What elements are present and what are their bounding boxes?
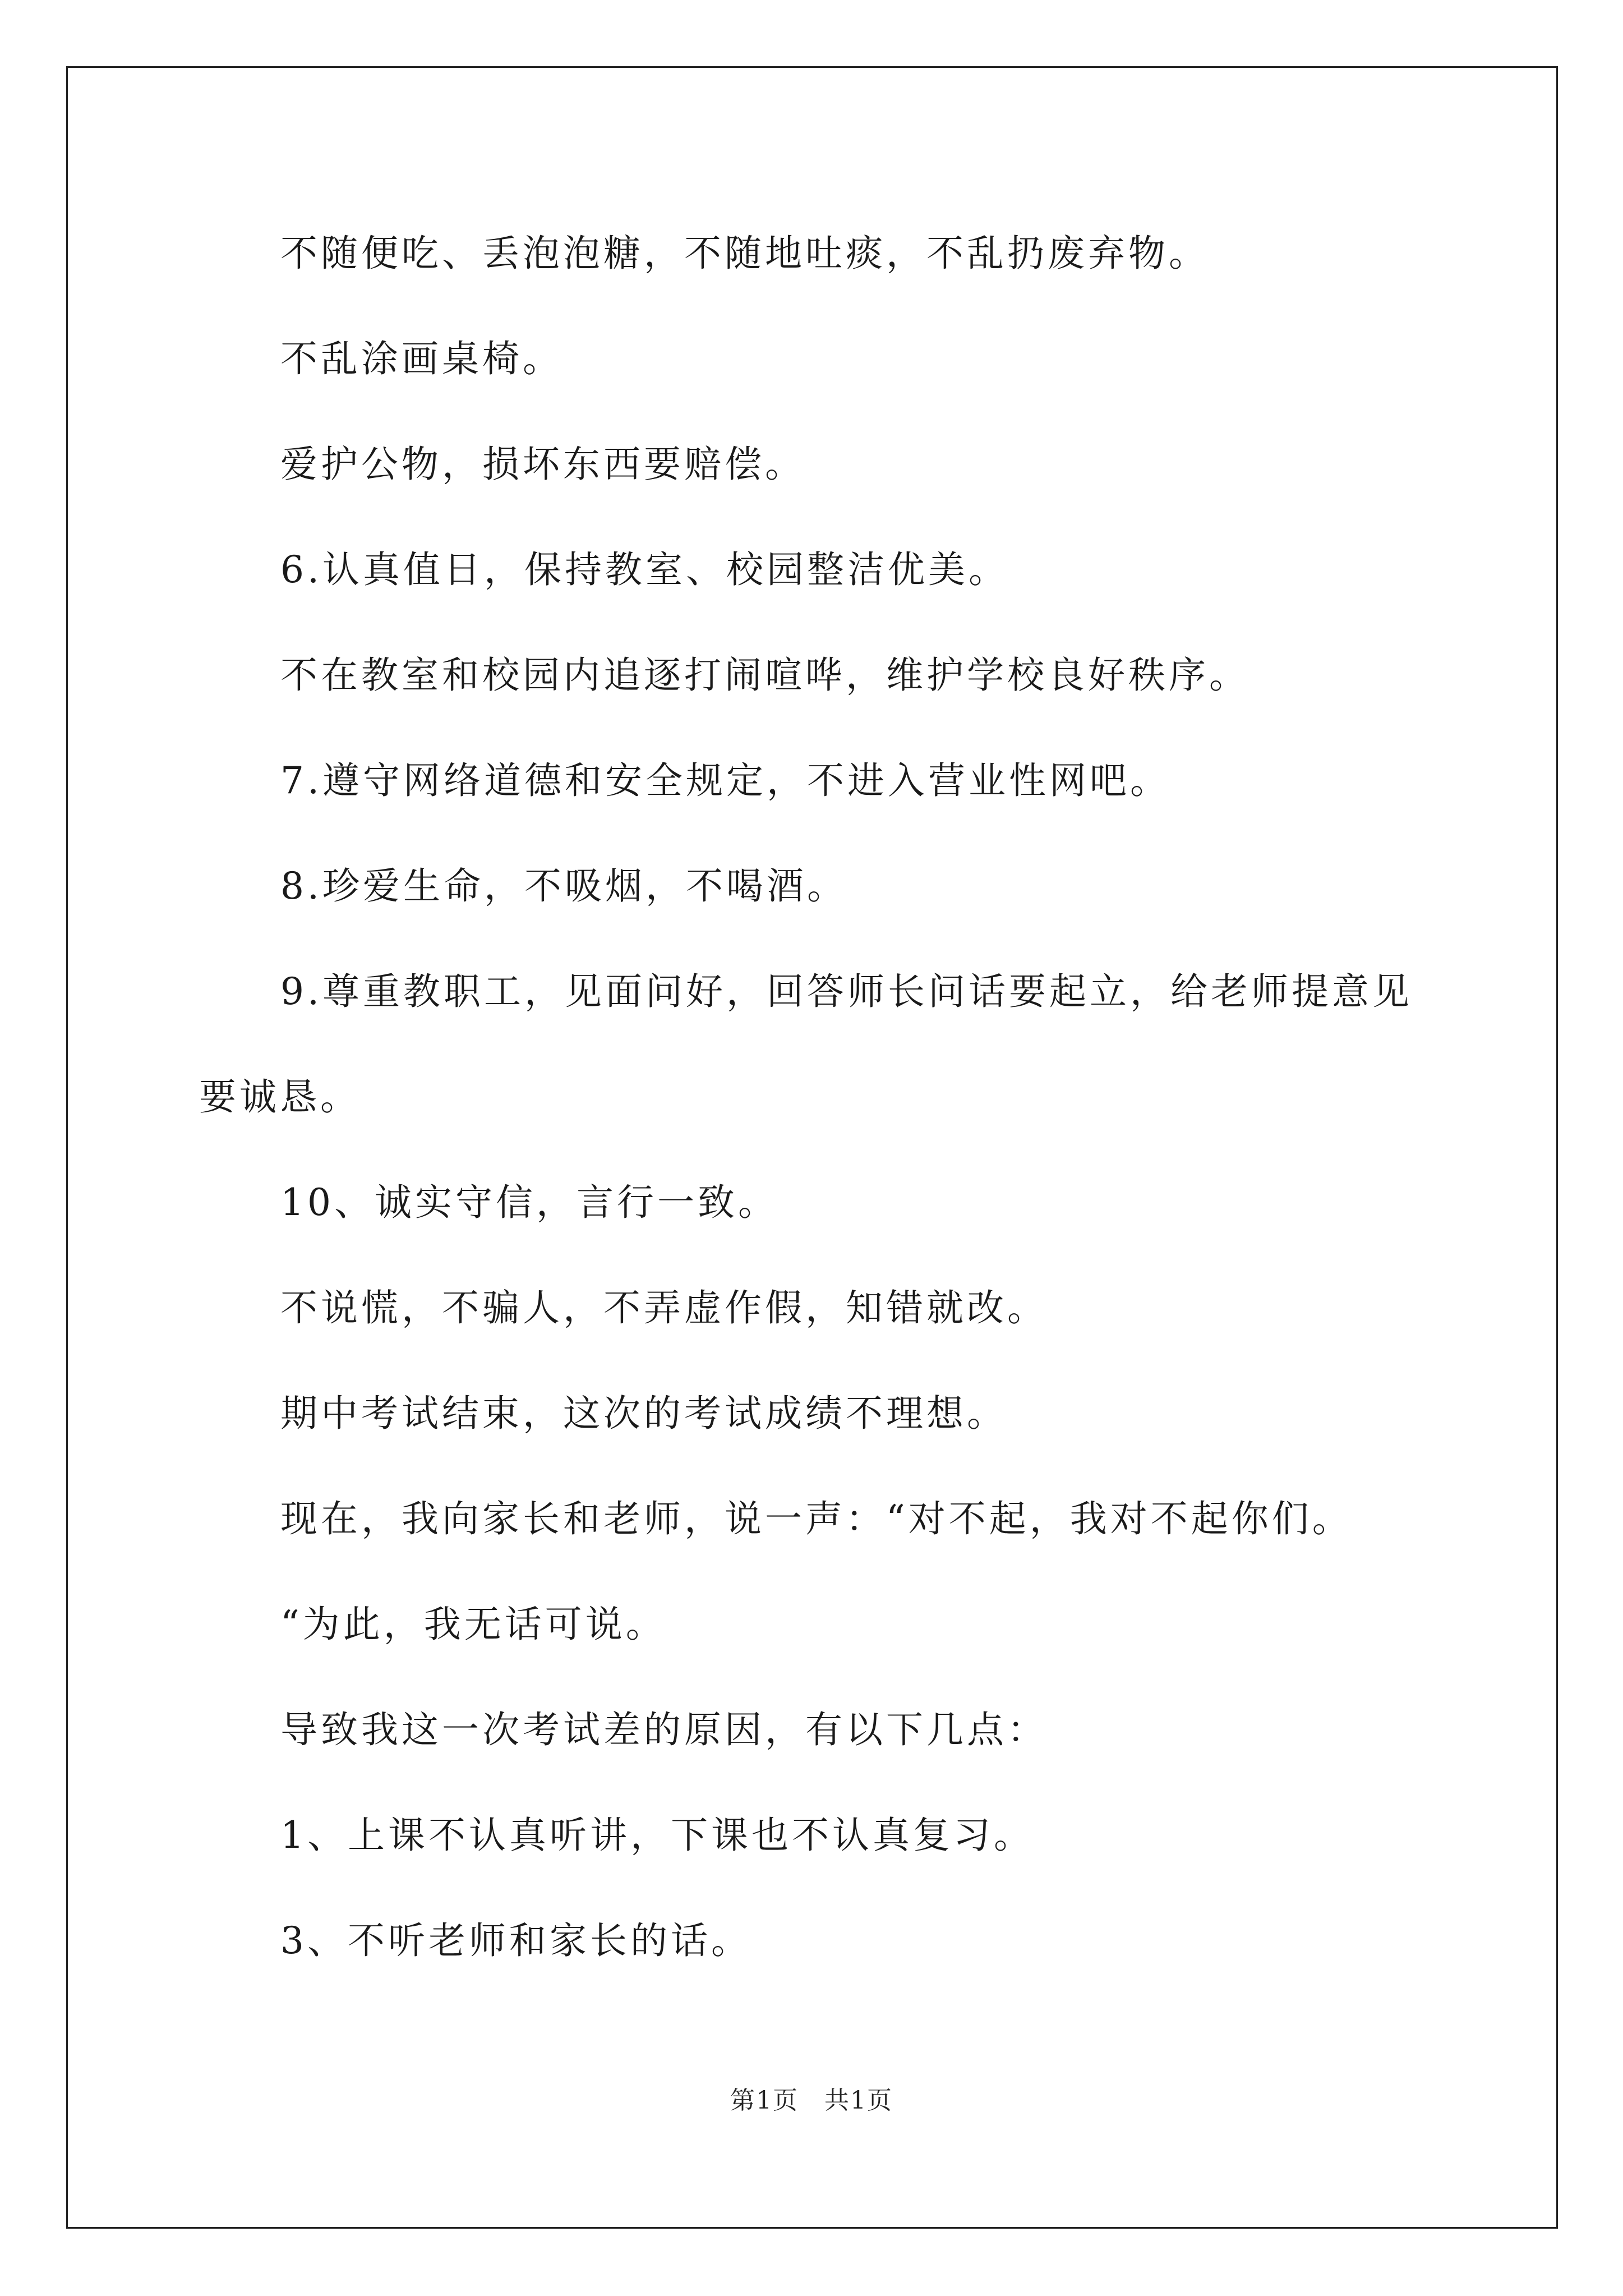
paragraph: 10、诚实守信，言行一致。 <box>280 1181 778 1224</box>
paragraph: 1、上课不认真听讲，下课也不认真复习。 <box>280 1814 1034 1857</box>
paragraph: 3、不听老师和家长的话。 <box>280 1919 751 1962</box>
page-number-footer: 第1页 共1页 <box>730 2086 893 2115</box>
paragraph: 爱护公物，损坏东西要赔偿。 <box>280 443 805 486</box>
paragraph-continuation: 要诚恳。 <box>199 1075 361 1119</box>
paragraph: 6.认真值日，保持教室、校园整洁优美。 <box>280 548 1009 591</box>
paragraph: 8.珍爱生命，不吸烟，不喝酒。 <box>280 864 847 908</box>
paragraph: 导致我这一次考试差的原因，有以下几点： <box>280 1708 1048 1751</box>
paragraph: 9.尊重教职工，见面问好，回答师长问话要起立，给老师提意见 <box>280 970 1413 1013</box>
paragraph: 不乱涂画桌椅。 <box>280 337 563 380</box>
paragraph: 期中考试结束，这次的考试成绩不理想。 <box>280 1392 1007 1435</box>
paragraph: 不随便吃、丢泡泡糖，不随地吐痰，不乱扔废弃物。 <box>280 232 1209 275</box>
paragraph: 7.遵守网络道德和安全规定，不进入营业性网吧。 <box>280 759 1170 802</box>
paragraph: 不在教室和校园内追逐打闹喧哗，维护学校良好秩序。 <box>280 654 1249 697</box>
paragraph: 现在，我向家长和老师，说一声：“对不起，我对不起你们。 <box>280 1497 1353 1540</box>
paragraph: 不说慌，不骗人，不弄虚作假，知错就改。 <box>280 1286 1048 1329</box>
document-body <box>199 201 1450 1994</box>
paragraph: “为此，我无话可说。 <box>280 1603 666 1646</box>
